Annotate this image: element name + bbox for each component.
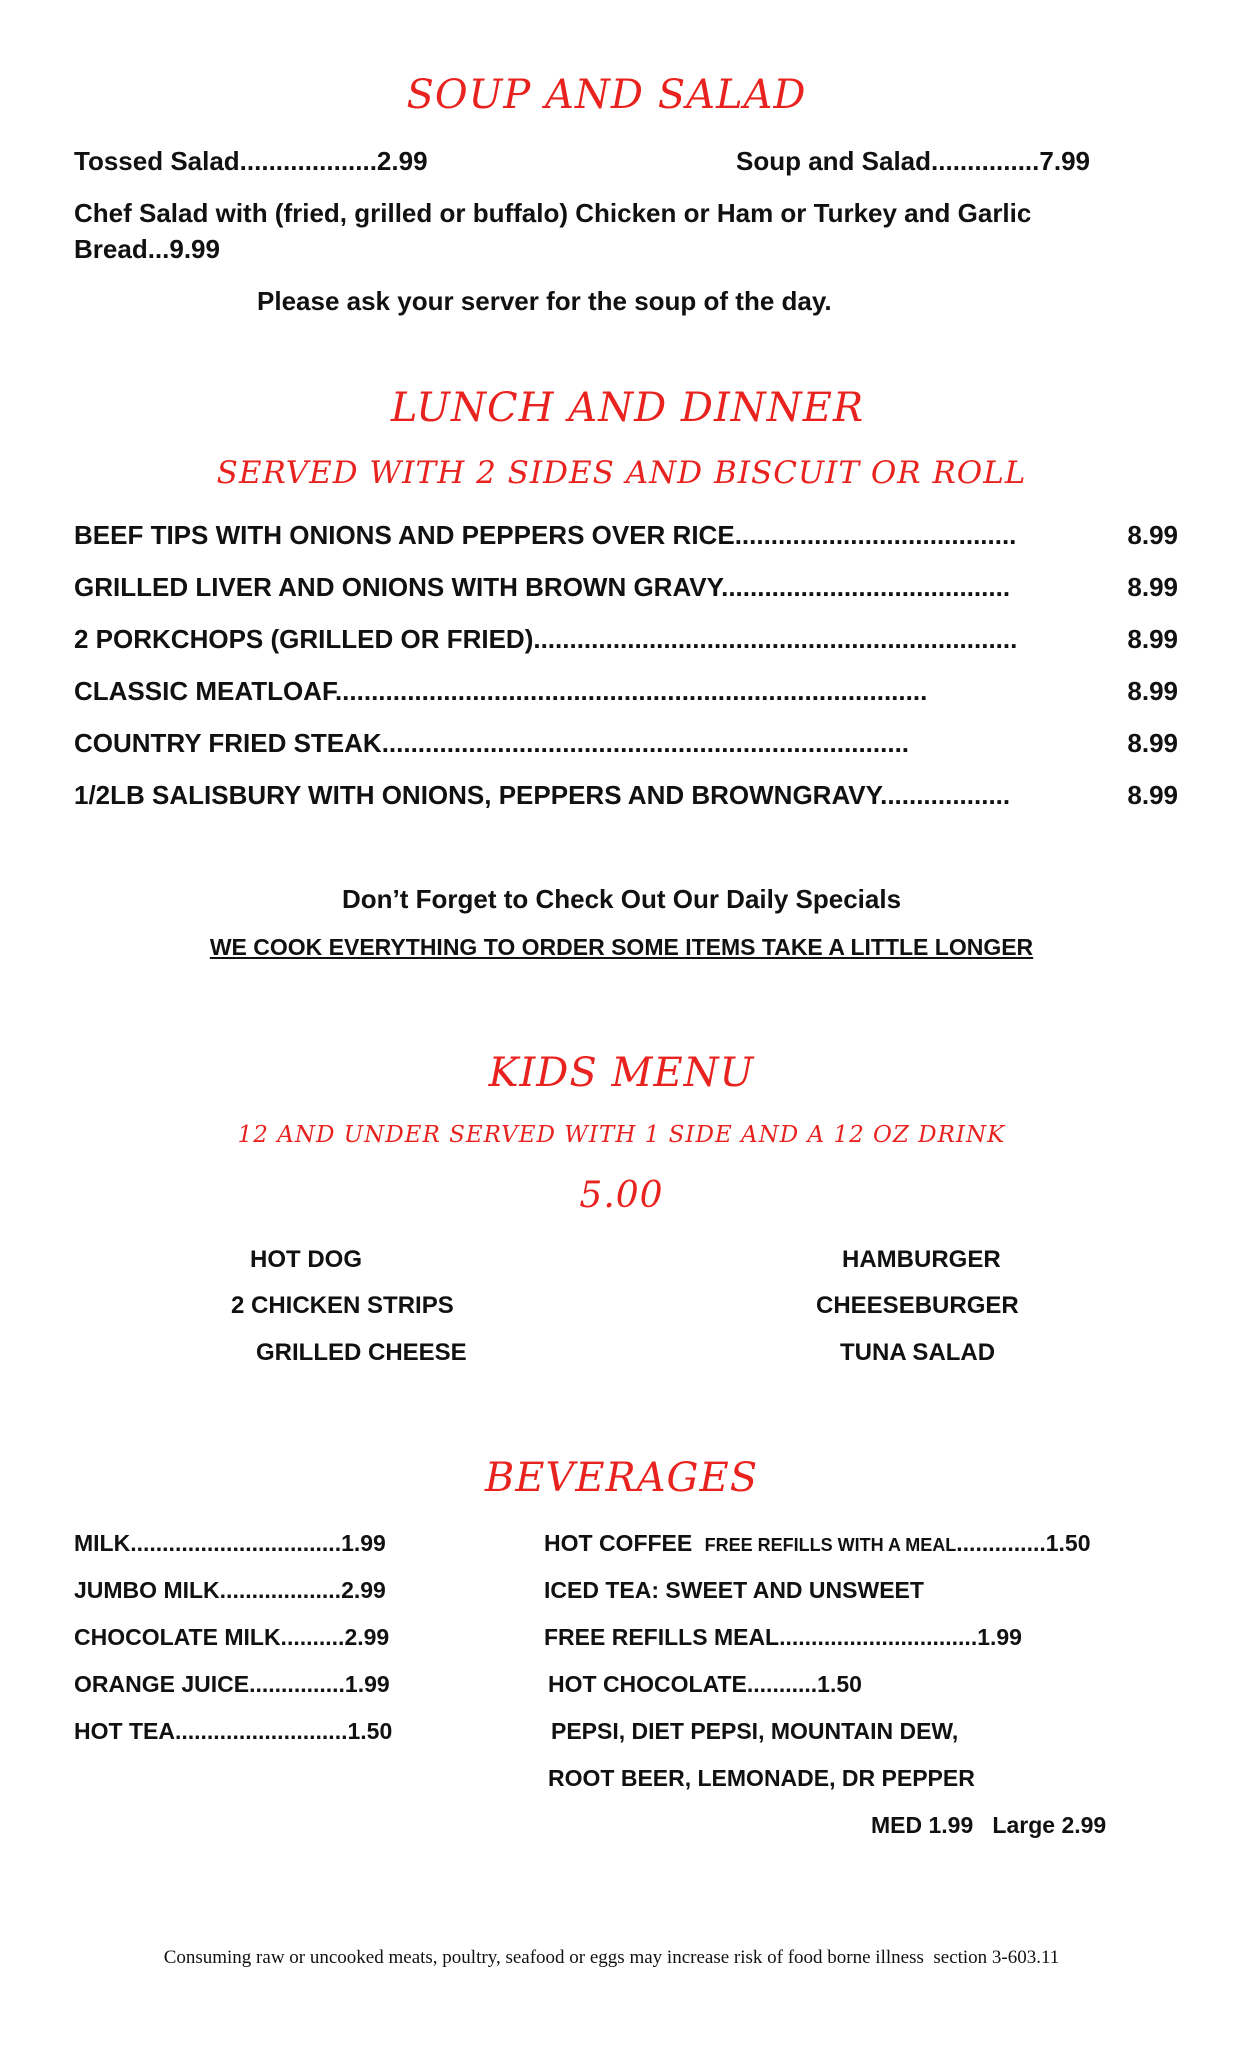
- sodas-line2: ROOT BEER, LEMONADE, DR PEPPER: [548, 1765, 975, 1791]
- food-safety-disclaimer: Consuming raw or uncooked meats, poultry, seafood or eggs may increase risk of food borne illness section 3-603.11: [163, 1947, 1060, 1968]
- lunch-item-price: 8.99: [1127, 676, 1178, 706]
- hot-coffee-item: [544, 1530, 1091, 1557]
- kids-item: HAMBURGER: [842, 1246, 1001, 1273]
- lunch-item-dots: ........................................: [721, 572, 1011, 602]
- lunch-item-price: 8.99: [1127, 624, 1178, 654]
- kids-item: TUNA SALAD: [840, 1339, 996, 1366]
- kids-menu-subtitle: 12 AND UNDER SERVED WITH 1 SIDE AND A 12 OZ DRINK: [237, 1122, 1006, 1148]
- beverage-item: CHOCOLATE MILK..........2.99: [74, 1624, 390, 1650]
- hot-coffee-label: HOT COFFEE: [544, 1530, 693, 1556]
- chef-salad-line1: Chef Salad with (fried, grilled or buffalo) Chicken or Ham or Turkey and Garlic: [74, 198, 1032, 228]
- beverage-item: JUMBO MILK...................2.99: [74, 1577, 386, 1603]
- sodas-price: MED 1.99 Large 2.99: [871, 1812, 1107, 1838]
- lunch-item-dots: .......................................: [734, 520, 1017, 550]
- hot-coffee-refill-note: FREE REFILLS WITH A MEAL: [704, 1535, 957, 1555]
- lunch-item-price: 8.99: [1127, 728, 1178, 758]
- lunch-item-dots: ..................: [880, 780, 1011, 810]
- kids-item: HOT DOG: [250, 1246, 362, 1273]
- lunch-item-label: 2 PORKCHOPS (GRILLED OR FRIED): [74, 624, 534, 654]
- lunch-item: [74, 572, 1178, 603]
- lunch-item: [74, 780, 1178, 811]
- lunch-item-label: 1/2LB SALISBURY WITH ONIONS, PEPPERS AND BROWNGRAVY: [74, 780, 881, 810]
- beverage-item: MILK.................................1.99: [74, 1530, 386, 1556]
- kids-menu-price: 5.00: [579, 1175, 664, 1216]
- daily-specials-note: Don’t Forget to Check Out Our Daily Specials: [341, 884, 902, 914]
- cook-to-order-note: WE COOK EVERYTHING TO ORDER SOME ITEMS TAKE A LITTLE LONGER: [209, 934, 1034, 960]
- lunch-item: [74, 624, 1178, 655]
- beverages-heading: BEVERAGES: [484, 1455, 759, 1501]
- hot-chocolate-item: HOT CHOCOLATE...........1.50: [548, 1671, 862, 1697]
- soup-of-day-note: Please ask your server for the soup of the day.: [257, 286, 832, 316]
- lunch-item: [74, 520, 1178, 551]
- hot-coffee-price: ..............1.50: [956, 1530, 1091, 1556]
- free-refills-item: FREE REFILLS MEAL...............................1.99: [544, 1624, 1022, 1650]
- lunch-item-price: 8.99: [1127, 520, 1178, 550]
- soup-salad-heading: SOUP AND SALAD: [406, 72, 807, 118]
- lunch-item: [74, 728, 1178, 759]
- lunch-item-dots: ..................................................................................: [334, 676, 928, 706]
- lunch-item-label: COUNTRY FRIED STEAK: [74, 728, 382, 758]
- kids-item: GRILLED CHEESE: [256, 1339, 467, 1366]
- lunch-item-label: GRILLED LIVER AND ONIONS WITH BROWN GRAVY: [74, 572, 722, 602]
- lunch-dinner-heading: LUNCH AND DINNER: [390, 385, 865, 431]
- lunch-item-label: BEEF TIPS WITH ONIONS AND PEPPERS OVER RICE: [74, 520, 735, 550]
- beverage-item: ORANGE JUICE...............1.99: [74, 1671, 390, 1697]
- tossed-salad-item: Tossed Salad...................2.99: [74, 146, 428, 176]
- lunch-dinner-subtitle: SERVED WITH 2 SIDES AND BISCUIT OR ROLL: [216, 455, 1027, 491]
- iced-tea-item: ICED TEA: SWEET AND UNSWEET: [544, 1577, 924, 1603]
- beverage-item: HOT TEA...........................1.50: [74, 1718, 393, 1744]
- sodas-line1: PEPSI, DIET PEPSI, MOUNTAIN DEW,: [551, 1718, 959, 1744]
- lunch-item-price: 8.99: [1127, 780, 1178, 810]
- lunch-item-label: CLASSIC MEATLOAF: [74, 676, 335, 706]
- kids-item: CHEESEBURGER: [816, 1292, 1019, 1319]
- chef-salad-line2: Bread...9.99: [74, 234, 220, 264]
- lunch-item: [74, 676, 1178, 707]
- lunch-item-price: 8.99: [1127, 572, 1178, 602]
- kids-item: 2 CHICKEN STRIPS: [231, 1292, 454, 1319]
- lunch-item-dots: .........................................................................: [381, 728, 910, 758]
- lunch-item-dots: ...................................................................: [533, 624, 1018, 654]
- soup-and-salad-item: Soup and Salad...............7.99: [736, 146, 1090, 176]
- kids-menu-heading: KIDS MENU: [488, 1050, 755, 1096]
